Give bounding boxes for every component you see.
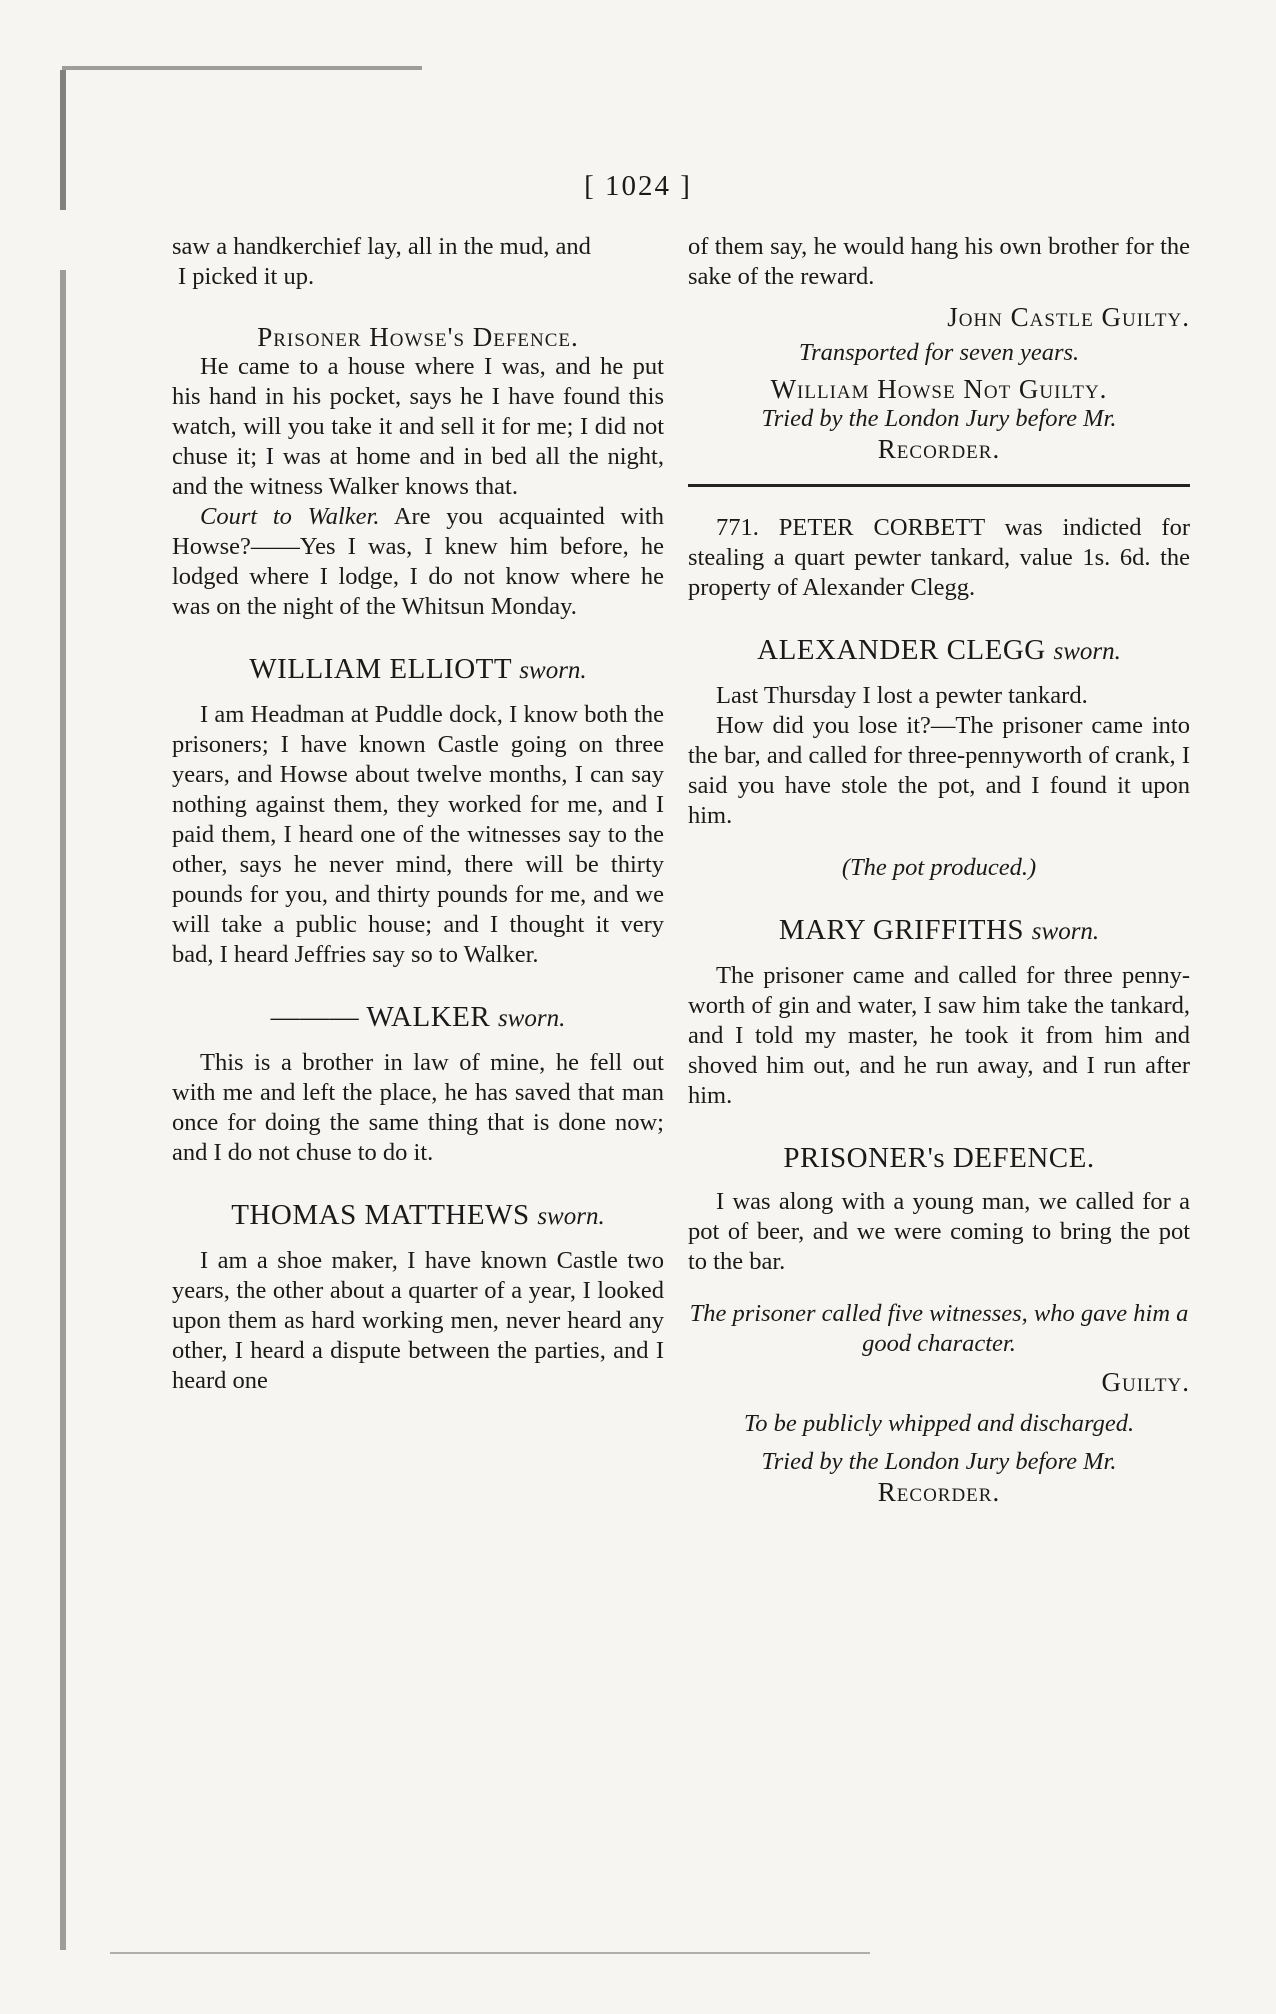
page-number: [ 1024 ] bbox=[584, 170, 692, 202]
elliott-sworn: sworn. bbox=[519, 657, 587, 684]
verdict-howse: William Howse Not Guilty. bbox=[770, 374, 1108, 404]
griffiths-testimony: The prisoner came and called for three penny-worth of gin and water, I saw him take the tankard, and I told my master, he took it from him and shoved him out, and he run away, and I run after him. bbox=[688, 962, 1190, 1109]
griffiths-heading bbox=[688, 913, 1190, 949]
tried-line-1a: Tried by the London Jury before Mr. bbox=[761, 405, 1117, 432]
witnesses-line: The prisoner called five witnesses, who gave him a good character. bbox=[689, 1300, 1189, 1357]
prisoner-defence-heading: PRISONER's DEFENCE. bbox=[783, 1142, 1095, 1174]
tried-line-2a: Tried by the London Jury before Mr. bbox=[761, 1448, 1117, 1475]
court-to-walker-label: Court to Walker. bbox=[200, 503, 380, 530]
tried-line-2b: Recorder. bbox=[877, 1477, 1001, 1507]
tried-line-1b: Recorder. bbox=[877, 434, 1001, 464]
elliott-heading bbox=[172, 652, 664, 688]
walker-name: ——— WALKER bbox=[270, 1001, 491, 1033]
scan-edge-top bbox=[62, 66, 422, 70]
clegg-line-1: Last Thursday I lost a pewter tankard. bbox=[716, 682, 1088, 709]
continuation-text: of them say, he would hang his own brother for the sake of the reward. bbox=[688, 233, 1190, 290]
sentence-castle: Transported for seven years. bbox=[798, 339, 1080, 366]
scan-edge-left bbox=[60, 70, 66, 1950]
continuation-line-1: saw a handkerchief lay, all in the mud, and bbox=[172, 233, 591, 260]
matthews-heading bbox=[172, 1198, 664, 1234]
court-to-walker-text: Are you acquainted with Howse?——Yes I was, I knew him before, he lodged where I lodge, I do not know where he was on the night of the Whitsun Monday. bbox=[172, 503, 664, 620]
howse-defence-heading: Prisoner Howse's Defence. bbox=[257, 322, 579, 352]
continuation-line-2: I picked it up. bbox=[178, 263, 315, 290]
matthews-sworn: sworn. bbox=[537, 1203, 605, 1230]
elliott-name: WILLIAM ELLIOTT bbox=[249, 653, 512, 685]
matthews-name: THOMAS MATTHEWS bbox=[231, 1199, 530, 1231]
section-divider bbox=[688, 484, 1190, 487]
clegg-sworn: sworn. bbox=[1053, 638, 1121, 665]
griffiths-sworn: sworn. bbox=[1031, 918, 1100, 945]
case-771-text: PETER CORBETT was indicted for stealing a quart pewter tankard, value 1s. 6d. the property of Alexander Clegg. bbox=[688, 514, 1191, 601]
walker-heading bbox=[172, 1000, 664, 1036]
case-771 bbox=[688, 513, 1190, 603]
prisoner-defence-text: I was along with a young man, we called for a pot of beer, and we were coming to bring the pot to the bar. bbox=[688, 1188, 1190, 1275]
clegg-testimony: How did you lose it?—The prisoner came into the bar, and called for three-pennyworth of crank, I said you have stole the pot, and I found it upon him. bbox=[688, 712, 1190, 829]
case-771-number: 771. bbox=[716, 514, 759, 541]
sentence-corbett: To be publicly whipped and discharged. bbox=[743, 1410, 1135, 1437]
verdict-corbett: Guilty. bbox=[1101, 1367, 1190, 1397]
verdict-castle: John Castle Guilty. bbox=[947, 302, 1190, 332]
matthews-testimony: I am a shoe maker, I have known Castle two years, the other about a quarter of a year, I looked upon them as hard working men, never heard any other, I heard a dispute between the parties, and I heard one bbox=[172, 1247, 664, 1394]
walker-sworn: sworn. bbox=[497, 1005, 566, 1032]
elliott-testimony: I am Headman at Puddle dock, I know both the prisoners; I have known Castle going on three years, and Howse about twelve months, I can say nothing against them, they worked for me, and I paid them, I heard one of the witnesses say to the other, says he never mind, there will be thirty pounds for you, and thirty pounds for me, and we will take a public house; and I thought it very bad, I heard Jeffries say so to Walker. bbox=[172, 701, 664, 968]
clegg-heading bbox=[688, 633, 1190, 669]
walker-testimony: This is a brother in law of mine, he fell out with me and left the place, he has saved that man once for doing the same thing that is done now; and I do not chuse to do it. bbox=[172, 1049, 664, 1166]
pot-produced: (The pot produced.) bbox=[841, 854, 1037, 881]
right-column bbox=[688, 232, 1190, 1507]
howse-defence-text: He came to a house where I was, and he put his hand in his pocket, says he I have found this watch, will you take it and sell it for me; I did not chuse it; I was at home and in bed all the night, and the witness Walker knows that. bbox=[172, 353, 664, 500]
court-to-walker-paragraph bbox=[172, 502, 664, 622]
clegg-name: ALEXANDER CLEGG bbox=[757, 634, 1046, 666]
left-column bbox=[172, 232, 664, 1396]
griffiths-name: MARY GRIFFITHS bbox=[778, 914, 1025, 946]
scan-edge-bottom bbox=[110, 1952, 870, 1954]
